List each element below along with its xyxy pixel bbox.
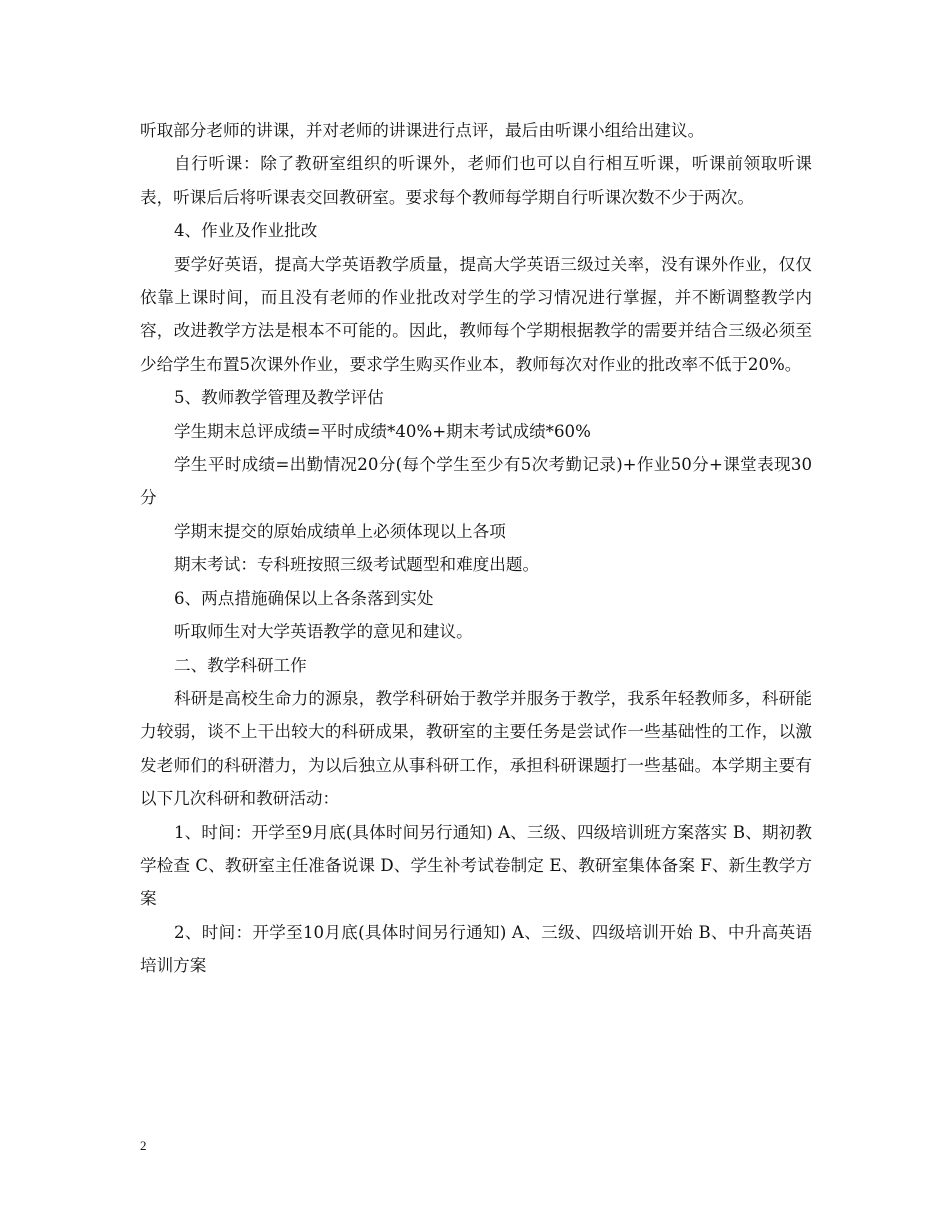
section-heading-management: 5、教师教学管理及教学评估 [174, 388, 384, 408]
section-heading-homework: 4、作业及作业批改 [174, 221, 318, 241]
document-body [140, 114, 812, 983]
paragraph-1: 听取部分老师的讲课，并对老师的讲课进行点评，最后由听课小组给出建议。 [140, 121, 705, 140]
paragraph-regular-grade: 学生平时成绩=出勤情况20分(每个学生至少有5次考勤记录)+作业50分+课堂表现30分 [140, 455, 812, 508]
paragraph-grade-sheet: 学期末提交的原始成绩单上必须体现以上各项 [174, 521, 506, 541]
paragraph-research: 科研是高校生命力的源泉，教学科研始于教学并服务于教学，我系年轻教师多，科研能力较弱，谈不上干出较大的科研成果，教研室的主要任务是尝试作一些基础性的工作，以激发老师们的科研潜力，为以后独立从事科研工作，承担科研课题打一些基础。本学期主要有以下几次科研和教研活动： [140, 688, 812, 809]
paragraph-homework: 要学好英语，提高大学英语教学质量，提高大学英语三级过关率，没有课外作业，仅仅依靠上课时间，而且没有老师的作业批改对学生的学习情况进行掌握，并不断调整教学内容，改进教学方法是根本不可能的。因此，教师每个学期根据教学的需要并结合三级必须至少给学生布置5次课外作业，要求学生购买作业本，教师每次对作业的批改率不低于20%。 [140, 254, 812, 374]
section-heading-research: 二、教学科研工作 [174, 655, 307, 675]
page-number: 2 [140, 1138, 147, 1153]
paragraph-2: 自行听课：除了教研室组织的听课外，老师们也可以自行相互听课，听课前领取听课表，听课后后将听课表交回教研室。要求每个教师每学期自行听课次数不少于两次。 [140, 154, 812, 207]
paragraph-final-grade: 学生期末总评成绩=平时成绩*40%+期末考试成绩*60% [174, 421, 591, 441]
section-heading-measures: 6、两点措施确保以上各条落到实处 [174, 588, 434, 608]
paragraph-schedule-1: 1、时间：开学至9月底(具体时间另行通知) A、三级、四级培训班方案落实 B、期初教学检查 C、教研室主任准备说课 D、学生补考试卷制定 E、教研室集体备案 F、新生教学方案 [140, 822, 812, 909]
paragraph-final-exam: 期末考试：专科班按照三级考试题型和难度出题。 [174, 555, 540, 575]
paragraph-feedback: 听取师生对大学英语教学的意见和建议。 [174, 622, 473, 642]
paragraph-schedule-2: 2、时间：开学至10月底(具体时间另行通知) A、三级、四级培训开始 B、中升高英语培训方案 [140, 922, 812, 976]
